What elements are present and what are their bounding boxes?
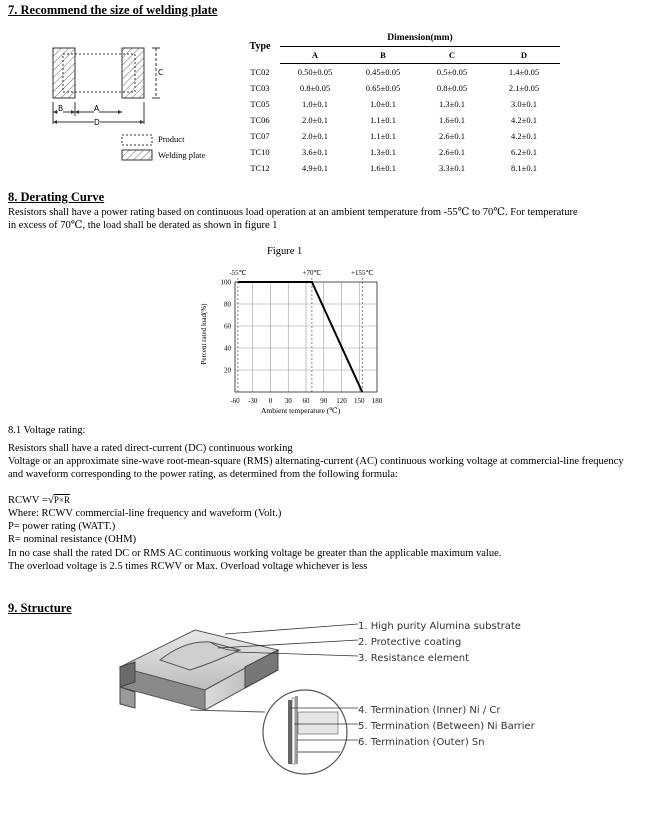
voltage-p3: and waveform corresponding to the power rating, as determined from the following formula: [8, 469, 398, 480]
cell-type: TC02 [250, 66, 270, 77]
cell-type: TC07 [250, 131, 270, 141]
callout-2: 2. Protective coating [358, 637, 462, 648]
cell-d: 8.1±0.1 [511, 163, 537, 173]
table-row [240, 128, 560, 144]
voltage-p2: Voltage or an approximate sine-wave root-mean-square (RMS) alternating-current (AC) continuous working voltage at commercial-line frequency [8, 456, 624, 467]
label-d: D [94, 118, 100, 127]
structure-svg [100, 612, 360, 782]
where-line-2: P= power rating (WATT.) [8, 521, 116, 532]
where-line-3: R= nominal resistance (OHM) [8, 534, 137, 545]
cell-a: 1.0±0.1 [302, 99, 328, 109]
callout-5: 5. Termination (Between) Ni Barrier [358, 721, 535, 732]
cell-b: 0.45±0.05 [365, 67, 401, 77]
cell-a: 0.50±0.05 [297, 67, 333, 77]
table-row [240, 64, 560, 81]
table-row [240, 112, 560, 128]
derating-series-line [238, 282, 362, 392]
cell-d: 2.1±0.05 [508, 83, 540, 93]
table-row [240, 80, 560, 96]
cell-b: 0.65±0.05 [365, 83, 401, 93]
figure-title: Figure 1 [267, 246, 303, 257]
note-line-2: The overload voltage is 2.5 times RCWV or Max. Overload voltage whichever is less [8, 561, 368, 572]
x-tick-label: -30 [248, 397, 258, 405]
cell-c: 0.5±0.05 [436, 67, 468, 77]
y-tick-label: 80 [224, 300, 231, 309]
y-tick-label: 20 [224, 366, 231, 375]
left-pad [53, 48, 75, 98]
table-row [240, 160, 560, 176]
callout-6: 6. Termination (Outer) Sn [358, 737, 485, 748]
cell-type: TC03 [250, 83, 270, 93]
x-tick-label: 150 [354, 397, 365, 405]
section-8-heading [8, 190, 104, 205]
type-header: Type [249, 41, 271, 53]
x-tick-label: 60 [302, 397, 310, 405]
cell-c: 2.6±0.1 [439, 131, 465, 141]
legend-welding-box [122, 150, 152, 160]
legend-product-box [122, 135, 152, 145]
y-tick-label: 60 [224, 322, 231, 331]
chart-ylabel: Percent rated load(%) [200, 303, 208, 365]
formula-lhs: RCWV = [8, 495, 48, 506]
x-tick-label: 90 [320, 397, 328, 405]
section-7-heading [8, 3, 217, 18]
section-8-1-title: 8.1 Voltage rating: [8, 425, 86, 436]
dimension-table [240, 30, 560, 176]
col-header-a: A [280, 47, 350, 64]
section-8-line-2: in excess of 70℃, the load shall be derated as shown in figure 1 [8, 220, 278, 231]
structure-diagram [100, 612, 360, 782]
table-row [240, 144, 560, 160]
x-tick-label: 120 [336, 397, 347, 405]
y-tick-label: 100 [220, 278, 231, 287]
derating-chart [195, 262, 395, 422]
cell-c: 3.3±0.1 [439, 163, 465, 173]
cell-c: 1.6±0.1 [439, 115, 465, 125]
formula: RCWV =√P×R [8, 494, 70, 506]
legend-product-label: Product [158, 134, 185, 144]
cell-c: 1.3±0.1 [439, 99, 465, 109]
temp-annotation: -55℃ [229, 269, 247, 277]
dimension-table-container [240, 30, 560, 176]
cell-b: 1.1±0.1 [370, 115, 396, 125]
section-8-title: 8. Derating Curve [8, 190, 105, 204]
cell-d: 1.4±0.05 [508, 67, 540, 77]
legend-welding-label: Welding plate [158, 150, 206, 160]
callout-3: 3. Resistance element [358, 653, 470, 664]
cell-a: 2.0±0.1 [302, 131, 328, 141]
cell-type: TC05 [250, 99, 270, 109]
table-row [240, 96, 560, 112]
section-7-title: 7. Recommend the size of welding plate [8, 3, 218, 17]
cell-b: 1.3±0.1 [370, 147, 396, 157]
x-tick-label: 30 [284, 397, 292, 405]
col-header-b: B [350, 47, 416, 64]
cell-b: 1.1±0.1 [370, 131, 396, 141]
x-tick-label: 0 [268, 397, 273, 405]
temp-annotation: +155℃ [351, 269, 374, 277]
section-8-line-1: Resistors shall have a power rating based on continuous load operation at an ambient temperature from -55℃ to 70℃. For temperature [8, 207, 578, 218]
note-line-1: In no case shall the rated DC or RMS AC continuous working voltage be greater than the applicable maximum value. [8, 548, 502, 559]
cell-c: 2.6±0.1 [439, 147, 465, 157]
welding-plate-diagram [48, 40, 228, 170]
cell-d: 6.2±0.1 [511, 147, 537, 157]
cell-a: 4.9±0.1 [302, 163, 328, 173]
cell-a: 2.0±0.1 [302, 115, 328, 125]
x-tick-label: 180 [371, 397, 383, 405]
callout-4: 4. Termination (Inner) Ni / Cr [358, 705, 501, 716]
cell-d: 4.2±0.1 [511, 131, 537, 141]
cell-a: 0.8±0.05 [299, 83, 331, 93]
label-b: B [58, 104, 64, 113]
y-tick-label: 40 [224, 344, 231, 353]
right-pad [122, 48, 144, 98]
label-c: C [158, 68, 164, 77]
col-header-d: D [488, 47, 560, 64]
x-tick-label: -60 [230, 397, 240, 405]
where-line-1: Where: RCWV commercial-line frequency and waveform (Volt.) [8, 508, 282, 519]
cell-b: 1.6±0.1 [370, 163, 396, 173]
derating-chart-svg [195, 262, 395, 422]
dimension-header: Dimension(mm) [280, 30, 560, 47]
chart-ylabel-wrap [195, 282, 209, 392]
formula-rhs: P×R [53, 495, 70, 505]
cell-b: 1.0±0.1 [370, 99, 396, 109]
section-9-heading [8, 601, 72, 616]
section-9-title: 9. Structure [8, 601, 72, 615]
cell-c: 0.8±0.05 [436, 83, 468, 93]
temp-annotation: +70℃ [302, 269, 322, 277]
cell-a: 3.6±0.1 [302, 147, 328, 157]
col-header-c: C [416, 47, 488, 64]
label-a: A [94, 104, 100, 113]
chart-xlabel: Ambient temperature (℃) [261, 406, 341, 415]
cell-d: 4.2±0.1 [511, 115, 537, 125]
voltage-p1: Resistors shall have a rated direct-current (DC) continuous working [8, 443, 293, 454]
callout-1: 1. High purity Alumina substrate [358, 621, 521, 632]
cell-type: TC12 [250, 163, 270, 173]
cell-type: TC06 [250, 115, 270, 125]
cell-d: 3.0±0.1 [511, 99, 537, 109]
cell-type: TC10 [250, 147, 270, 157]
